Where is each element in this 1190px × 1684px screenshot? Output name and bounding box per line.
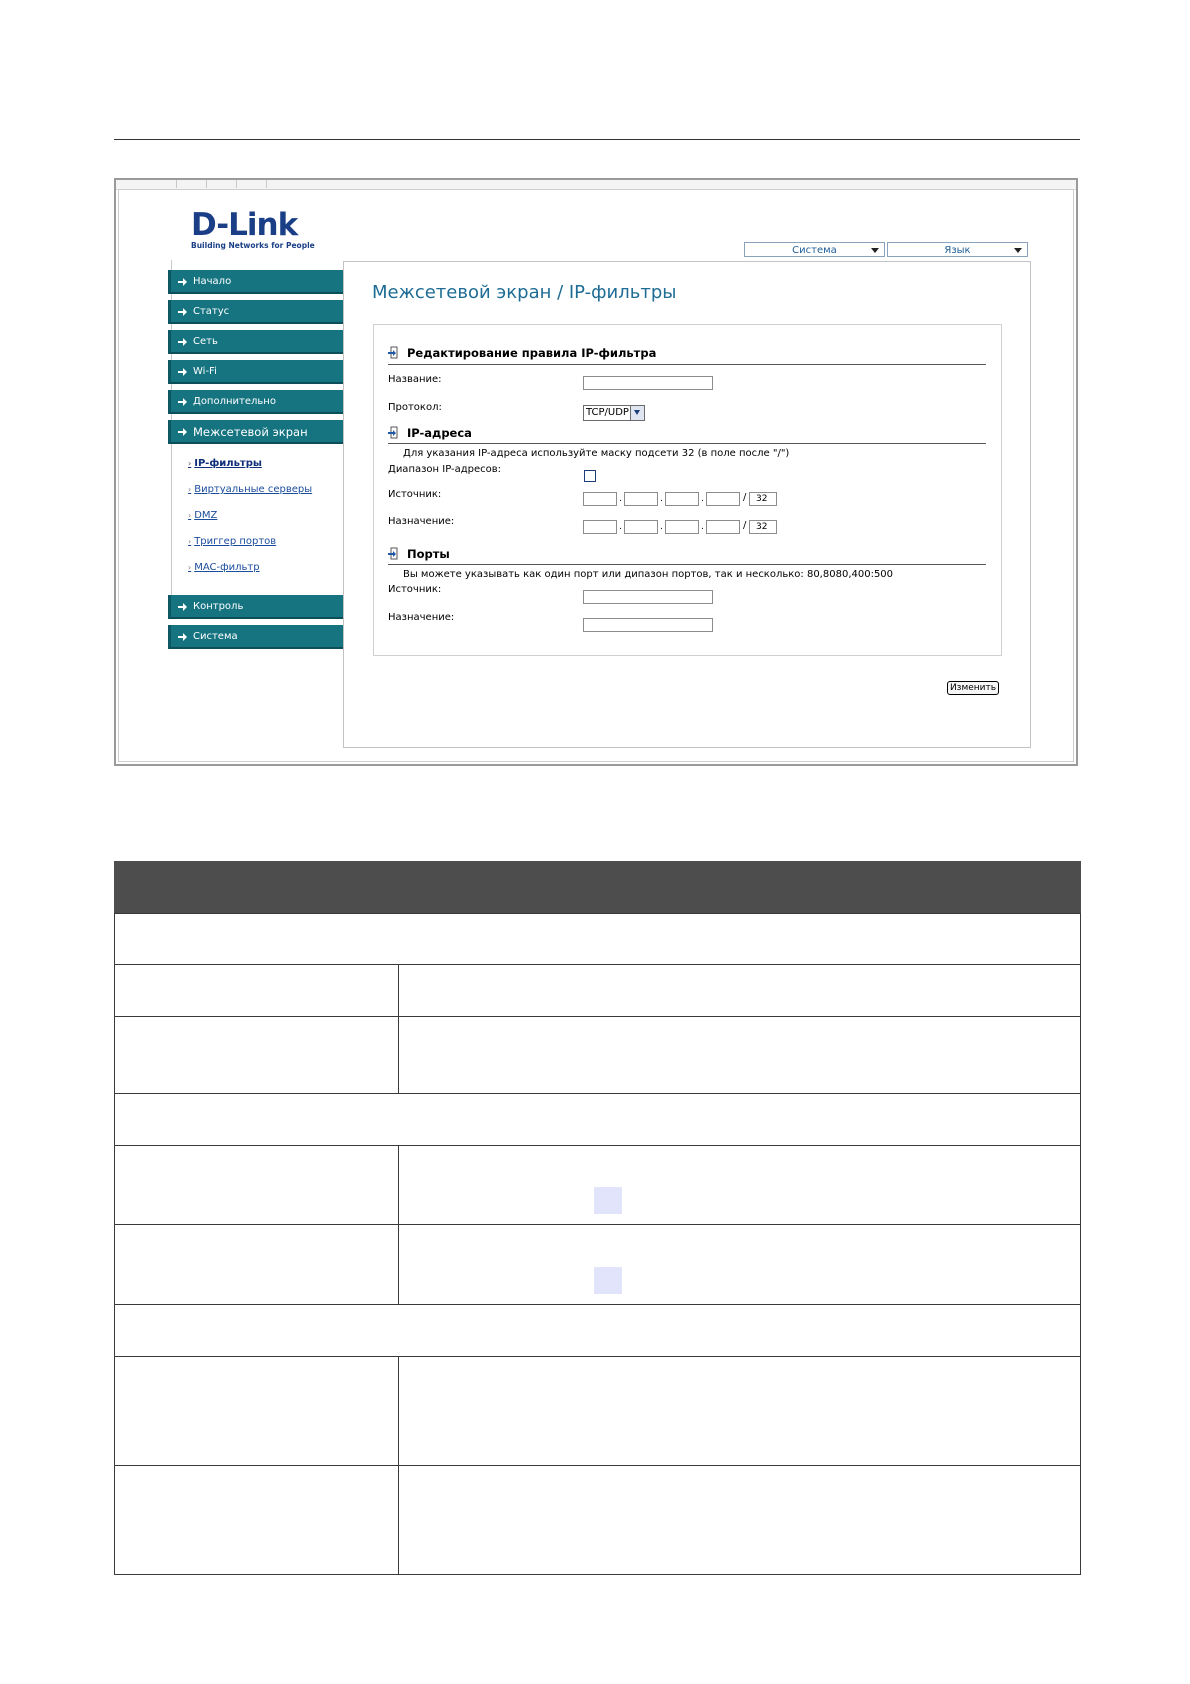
section-title: Порты (407, 547, 450, 561)
document-arrow-icon (388, 426, 400, 439)
arrow-right-icon (178, 633, 187, 641)
table-row-border (114, 1574, 1081, 1575)
ip-dest-octet-1[interactable] (583, 520, 617, 534)
port-source-input[interactable] (583, 590, 713, 604)
ip-source-octet-2[interactable] (624, 492, 658, 506)
table-row-border (114, 1465, 1081, 1466)
ip-source-octet-4[interactable] (706, 492, 740, 506)
subitem-dmz[interactable] (188, 510, 217, 521)
table-column-divider (398, 1356, 399, 1574)
subitem-mac-filter[interactable] (188, 562, 260, 573)
subitem-label: Виртуальные серверы (194, 484, 313, 495)
table-header (114, 861, 1081, 913)
table-right-border (1080, 913, 1081, 1575)
subitem-label: IP-фильтры (194, 458, 262, 469)
subitem-virtual-servers[interactable] (188, 484, 312, 495)
ip-mask-note: Для указания IP-адреса используйте маску подсети 32 (в поле после "/") (403, 448, 790, 459)
sidebar-item-system[interactable] (168, 625, 344, 649)
protocol-select[interactable] (583, 405, 645, 421)
sidebar-item-network[interactable] (168, 330, 344, 354)
sidebar-item-home[interactable] (168, 270, 344, 294)
table-row-border (114, 1304, 1081, 1305)
router-web-interface-screenshot (114, 178, 1078, 766)
table-row-border (114, 964, 1081, 965)
table-row-border (114, 1093, 1081, 1094)
subitem-port-trigger[interactable] (188, 536, 276, 547)
bullet-icon: › (188, 459, 192, 468)
arrow-right-icon (178, 428, 187, 436)
protocol-label: Протокол: (388, 402, 442, 413)
ip-dest-octet-2[interactable] (624, 520, 658, 534)
highlight-mark (594, 1267, 622, 1294)
ip-dest-mask-input[interactable]: 32 (749, 520, 777, 534)
sidebar-item-label: Начало (193, 276, 232, 287)
sidebar-item-control[interactable] (168, 595, 344, 619)
arrow-right-icon (178, 278, 187, 286)
port-source-label: Источник: (388, 584, 442, 595)
ip-dot-separator: . (701, 522, 704, 532)
ip-dot-separator: . (619, 494, 622, 504)
sidebar-item-status[interactable] (168, 300, 344, 324)
chevron-down-icon (630, 406, 644, 420)
ip-dot-separator: . (660, 494, 663, 504)
chevron-down-icon (1014, 248, 1022, 253)
bullet-icon: › (188, 485, 192, 494)
table-row-border (114, 1356, 1081, 1357)
language-menu-dropdown[interactable] (887, 242, 1028, 257)
bullet-icon: › (188, 563, 192, 572)
subitem-label: DMZ (194, 510, 218, 521)
page-top-rule (114, 139, 1080, 140)
sidebar-item-label: Дополнительно (193, 396, 276, 407)
subitem-ip-filters[interactable] (188, 458, 262, 469)
table-left-border (114, 913, 115, 1575)
arrow-right-icon (178, 398, 187, 406)
arrow-right-icon (178, 368, 187, 376)
system-menu-label: Система (792, 245, 837, 256)
sidebar-item-label: Статус (193, 306, 230, 317)
arrow-right-icon (178, 603, 187, 611)
table-row-border (114, 1145, 1081, 1146)
section-ip-addresses-heading (388, 426, 472, 440)
ip-range-checkbox[interactable] (584, 470, 596, 482)
chevron-down-icon (871, 248, 879, 253)
section-divider (388, 364, 986, 365)
table-row-border (114, 1016, 1081, 1017)
ip-source-label: Источник: (388, 489, 442, 500)
protocol-select-value: TCP/UDP (586, 407, 629, 418)
arrow-right-icon (178, 338, 187, 346)
table-column-divider (398, 1145, 399, 1304)
section-title: Редактирование правила IP-фильтра (407, 346, 657, 360)
bullet-icon: › (188, 537, 192, 546)
system-menu-dropdown[interactable] (744, 242, 885, 257)
sidebar-item-label: Контроль (193, 601, 244, 612)
bullet-icon: › (188, 511, 192, 520)
ports-note: Вы можете указывать как один порт или дипазон портов, так и несколько: 80,8080,400:500 (403, 569, 894, 580)
parameters-table (114, 861, 1081, 1583)
ip-dot-separator: . (701, 494, 704, 504)
ip-range-label: Диапазон IP-адресов: (388, 464, 502, 475)
highlight-mark (594, 1187, 622, 1214)
table-column-divider (398, 964, 399, 1016)
name-input[interactable] (583, 376, 713, 390)
section-edit-rule-heading (388, 346, 656, 360)
document-arrow-icon (388, 547, 400, 560)
table-column-divider (398, 1016, 399, 1093)
ip-filter-form (373, 324, 1002, 656)
language-menu-label: Язык (944, 245, 971, 256)
sidebar-item-firewall[interactable] (168, 420, 344, 444)
ip-dot-separator: . (660, 522, 663, 532)
section-title: IP-адреса (407, 426, 472, 440)
ip-source-mask-input[interactable]: 32 (749, 492, 777, 506)
table-row-border (114, 1224, 1081, 1225)
change-button[interactable]: Изменить (947, 681, 999, 695)
mask-slash: / (743, 520, 747, 531)
section-ports-heading (388, 547, 450, 561)
logo-tagline: Building Networks for People (191, 241, 315, 250)
port-dest-input[interactable] (583, 618, 713, 632)
name-label: Название: (388, 374, 442, 385)
section-divider (388, 564, 986, 565)
sidebar-item-label: Межсетевой экран (193, 425, 308, 439)
ip-source-octet-3[interactable] (665, 492, 699, 506)
subitem-label: MAC-фильтр (194, 562, 260, 573)
sidebar-item-label: Система (193, 631, 238, 642)
sidebar-item-label: Сеть (193, 336, 218, 347)
arrow-right-icon (178, 308, 187, 316)
mask-slash: / (743, 492, 747, 503)
ip-dot-separator: . (619, 522, 622, 532)
sidebar-item-advanced[interactable] (168, 390, 344, 414)
ip-source-octet-1[interactable] (583, 492, 617, 506)
port-dest-label: Назначение: (388, 612, 455, 623)
document-arrow-icon (388, 346, 400, 359)
subitem-label: Триггер портов (194, 536, 277, 547)
ip-dest-octet-4[interactable] (706, 520, 740, 534)
table-row-border (114, 913, 1081, 914)
section-divider (388, 443, 986, 444)
ip-dest-label: Назначение: (388, 516, 455, 527)
dlink-logo[interactable] (191, 207, 315, 250)
page-title: Межсетевой экран / IP-фильтры (372, 282, 677, 303)
sidebar-item-wifi[interactable] (168, 360, 344, 384)
logo-text: D-Link (191, 207, 298, 243)
sidebar-item-label: Wi-Fi (193, 366, 217, 377)
ip-dest-octet-3[interactable] (665, 520, 699, 534)
